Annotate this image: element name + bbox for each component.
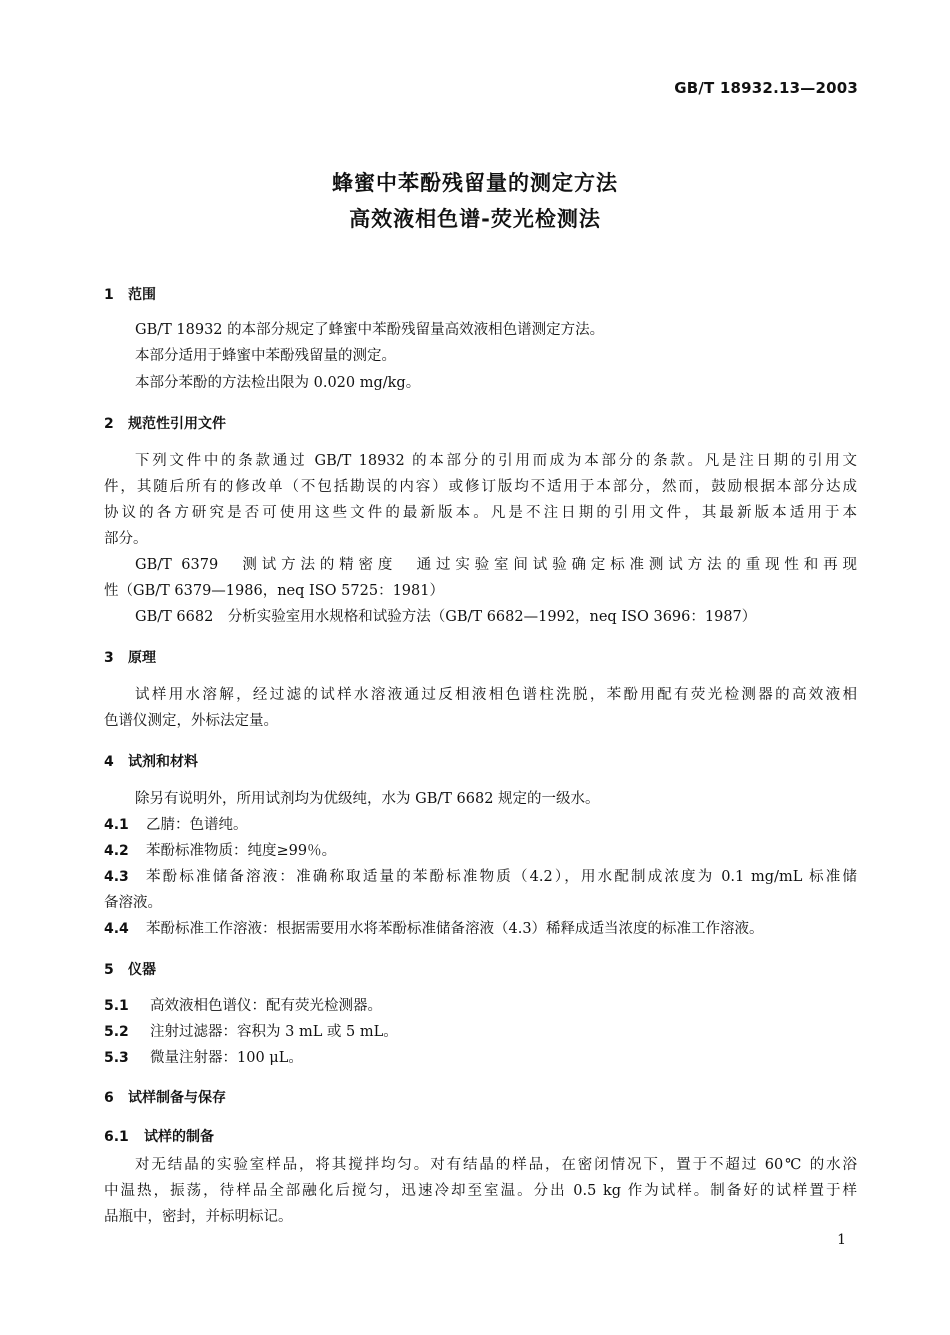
- list-item: [104, 919, 764, 939]
- paragraph-line: 色谱仪测定，外标法定量。: [104, 713, 278, 729]
- item-number: 4.1: [104, 817, 129, 833]
- section-1-heading: [104, 285, 156, 305]
- section-number: 5: [104, 962, 114, 978]
- paragraph-line: 试样用水溶解，经过滤的试样水溶液通过反相液相色谱柱洗脱，苯酚用配有荧光检测器的高效液相: [135, 687, 857, 703]
- list-item: [104, 815, 248, 835]
- item-number: 5.1: [104, 998, 129, 1014]
- list-item: [104, 1048, 303, 1068]
- section-number: 3: [104, 650, 114, 666]
- section-3-heading: [104, 648, 156, 668]
- paragraph: 除另有说明外，所用试剂均为优级纯，水为 GB/T 6682 规定的一级水。: [135, 791, 600, 807]
- paragraph-line: 协议的各方研究是否可使用这些文件的最新版本。凡是不注日期的引用文件，其最新版本适用于本: [104, 505, 857, 521]
- item-text: 微量注射器：100 μL。: [150, 1050, 303, 1066]
- section-number: 6: [104, 1090, 114, 1106]
- section-number: 4: [104, 754, 114, 770]
- section-number: 1: [104, 287, 114, 303]
- document-title-line-1: 蜂蜜中苯酚残留量的测定方法: [332, 171, 618, 195]
- standard-code: GB/T 18932.13—2003: [674, 79, 858, 97]
- list-item: [104, 1022, 398, 1042]
- paragraph-line: 品瓶中，密封，并标明标记。: [104, 1209, 293, 1225]
- section-title: 试样制备与保存: [128, 1090, 226, 1106]
- paragraph: 本部分适用于蜂蜜中苯酚残留量的测定。: [135, 348, 396, 364]
- paragraph-line: 对无结晶的实验室样品，将其搅拌均匀。对有结晶的样品，在密闭情况下，置于不超过 60℃ 的水浴: [135, 1157, 857, 1173]
- paragraph-line: 部分。: [104, 531, 148, 547]
- section-6-heading: [104, 1088, 226, 1108]
- section-title: 范围: [128, 287, 156, 303]
- item-number: 4.4: [104, 921, 129, 937]
- list-item: [104, 867, 857, 887]
- section-number: 2: [104, 416, 114, 432]
- paragraph-line: 件，其随后所有的修改单（不包括勘误的内容）或修订版均不适用于本部分，然而，鼓励根据本部分达成: [104, 479, 857, 495]
- subsection-title: 试样的制备: [144, 1129, 214, 1145]
- paragraph-line: 中温热，振荡，待样品全部融化后搅匀，迅速冷却至室温。分出 0.5 kg 作为试样。制备好的试样置于样: [104, 1183, 857, 1199]
- subsection-number: 6.1: [104, 1129, 129, 1145]
- item-text: 注射过滤器：容积为 3 mL 或 5 mL。: [150, 1024, 398, 1040]
- subsection-6-1-heading: [104, 1127, 214, 1147]
- item-text: 高效液相色谱仪：配有荧光检测器。: [150, 998, 382, 1014]
- paragraph-line: 下列文件中的条款通过 GB/T 18932 的本部分的引用而成为本部分的条款。凡是注日期的引用文: [135, 453, 857, 469]
- item-number: 4.3: [104, 869, 129, 885]
- paragraph: 本部分苯酚的方法检出限为 0.020 mg/kg。: [135, 375, 421, 391]
- paragraph: GB/T 18932 的本部分规定了蜂蜜中苯酚残留量高效液相色谱测定方法。: [135, 322, 605, 338]
- section-title: 试剂和材料: [128, 754, 198, 770]
- item-number: 5.2: [104, 1024, 129, 1040]
- item-text: 苯酚标准储备溶液：准确称取适量的苯酚标准物质（4.2），用水配制成浓度为 0.1 mg/mL 标准储: [146, 869, 857, 885]
- item-text: 苯酚标准物质：纯度≥99％。: [146, 843, 337, 859]
- item-number: 4.2: [104, 843, 129, 859]
- section-title: 原理: [128, 650, 156, 666]
- reference-line: GB/T 6379 测试方法的精密度 通过实验室间试验确定标准测试方法的重现性和再现: [135, 557, 857, 573]
- list-item: [104, 841, 336, 861]
- section-4-heading: [104, 752, 198, 772]
- document-title-line-2: 高效液相色谱-荧光检测法: [349, 207, 601, 231]
- reference-line: GB/T 6682 分析实验室用水规格和试验方法（GB/T 6682—1992，neq ISO 3696：1987）: [135, 609, 757, 625]
- section-2-heading: [104, 414, 226, 434]
- section-title: 规范性引用文件: [128, 416, 226, 432]
- item-number: 5.3: [104, 1050, 129, 1066]
- item-text: 苯酚标准工作溶液：根据需要用水将苯酚标准储备溶液（4.3）稀释成适当浓度的标准工作溶液。: [146, 921, 764, 937]
- list-item: [104, 996, 382, 1016]
- section-5-heading: [104, 960, 156, 980]
- list-item-continuation: 备溶液。: [104, 895, 162, 911]
- reference-line: 性（GB/T 6379—1986，neq ISO 5725：1981）: [104, 583, 444, 599]
- page-number: 1: [837, 1232, 846, 1248]
- item-text: 乙腈：色谱纯。: [146, 817, 248, 833]
- section-title: 仪器: [128, 962, 156, 978]
